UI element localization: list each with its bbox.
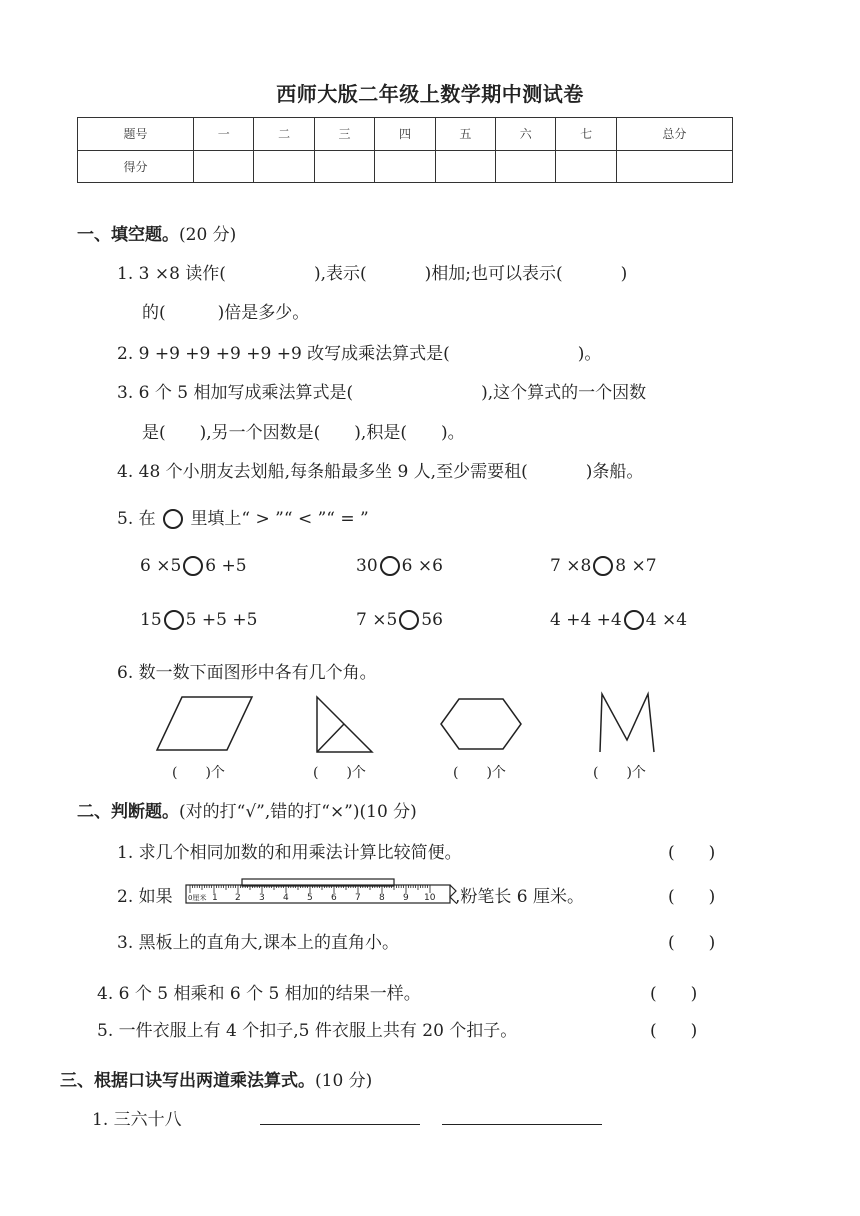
question-1-1-line1: 1. 3 ×8 读作( ),表示( )相加;也可以表示( )	[117, 264, 628, 284]
question-1-6: 6. 数一数下面图形中各有几个角。	[117, 663, 377, 683]
parallelogram-shape	[155, 694, 255, 754]
section3-question-1: 1. 三六十八	[92, 1110, 182, 1130]
score-header-cell: 三	[314, 118, 374, 151]
compare-item: 15 5 +5 +5	[140, 610, 258, 630]
judge-answer[interactable]: ( )	[668, 933, 716, 953]
ruler-label: 3	[259, 893, 265, 903]
judge-answer[interactable]: ( )	[650, 984, 698, 1004]
score-table	[77, 117, 733, 183]
shape-answer[interactable]: ( )个	[453, 765, 506, 781]
ruler-label: 2	[235, 893, 241, 903]
question-1-3-line1: 3. 6 个 5 相加写成乘法算式是( ),这个算式的一个因数	[117, 383, 647, 403]
compare-circle[interactable]	[380, 556, 400, 576]
score-input-cell[interactable]	[496, 150, 556, 183]
score-input-cell[interactable]	[194, 150, 254, 183]
score-header-cell: 一	[194, 118, 254, 151]
judge-question-2-b: ,粉笔长 6 厘米。	[455, 887, 585, 907]
hexagon-shape	[437, 695, 525, 753]
ruler-label: 8	[379, 893, 385, 903]
score-input-cell[interactable]	[314, 150, 374, 183]
score-table-header-row	[78, 118, 733, 151]
question-1-3-line2: 是( ),另一个因数是( ),积是( )。	[142, 423, 465, 443]
score-header-cell: 七	[556, 118, 616, 151]
section3-heading: 三、根据口诀写出两道乘法算式。(10 分)	[60, 1071, 373, 1091]
right-triangle-shape	[314, 694, 376, 756]
score-header-cell: 四	[375, 118, 435, 151]
ruler-label: 9	[403, 893, 409, 903]
compare-circle[interactable]	[183, 556, 203, 576]
question-1-5: 5. 在 里填上“ > ”“ < ”“ = ”	[117, 509, 369, 529]
shape-answer[interactable]: ( )个	[313, 765, 366, 781]
answer-line[interactable]	[442, 1106, 602, 1125]
score-header-cell: 总分	[616, 118, 732, 151]
shape-answer[interactable]: ( )个	[172, 765, 225, 781]
score-row-label: 得分	[78, 150, 194, 183]
ruler-label: 4	[283, 893, 289, 903]
compare-item: 6 ×5 6 +5	[140, 556, 247, 576]
compare-item: 4 +4 +4 4 ×4	[550, 610, 688, 630]
ruler-label: 10	[424, 893, 436, 903]
score-input-cell[interactable]	[435, 150, 495, 183]
compare-circle[interactable]	[164, 610, 184, 630]
score-input-cell[interactable]	[616, 150, 732, 183]
ruler-label: 6	[331, 893, 337, 903]
ruler-label: 7	[355, 893, 361, 903]
question-1-2: 2. 9 +9 +9 +9 +9 +9 改写成乘法算式是( )。	[117, 344, 602, 364]
question-1-1-line2: 的( )倍是多少。	[142, 303, 310, 323]
judge-answer[interactable]: ( )	[668, 843, 716, 863]
judge-question-2-a: 2. 如果	[117, 887, 173, 907]
score-header-cell: 题号	[78, 118, 194, 151]
judge-question-1: 1. 求几个相同加数的和用乘法计算比较简便。	[117, 843, 462, 863]
ruler-label: 5	[307, 893, 313, 903]
compare-circle[interactable]	[593, 556, 613, 576]
score-header-cell: 五	[435, 118, 495, 151]
compare-item: 7 ×8 8 ×7	[550, 556, 657, 576]
shape-answer[interactable]: ( )个	[593, 765, 646, 781]
compare-item: 7 ×5 56	[356, 610, 443, 630]
compare-circle[interactable]	[624, 610, 644, 630]
page-title: 西师大版二年级上数学期中测试卷	[276, 82, 584, 106]
score-input-cell[interactable]	[375, 150, 435, 183]
score-header-cell: 六	[496, 118, 556, 151]
ruler-label: 0厘米	[188, 894, 207, 902]
judge-question-4: 4. 6 个 5 相乘和 6 个 5 相加的结果一样。	[97, 984, 421, 1004]
section1-heading: 一、填空题。(20 分)	[77, 225, 237, 245]
judge-answer[interactable]: ( )	[668, 887, 716, 907]
score-table-score-row	[78, 150, 733, 183]
answer-line[interactable]	[260, 1106, 420, 1125]
circle-icon	[163, 509, 183, 529]
score-header-cell: 二	[254, 118, 314, 151]
ruler-label: 1	[212, 893, 218, 903]
ruler-image	[184, 877, 460, 907]
section2-heading: 二、判断题。(对的打“√”,错的打“×”)(10 分)	[77, 802, 417, 822]
judge-question-3: 3. 黑板上的直角大,课本上的直角小。	[117, 933, 400, 953]
m-shape	[594, 690, 658, 756]
question-1-4: 4. 48 个小朋友去划船,每条船最多坐 9 人,至少需要租( )条船。	[117, 462, 644, 482]
score-input-cell[interactable]	[556, 150, 616, 183]
judge-question-5: 5. 一件衣服上有 4 个扣子,5 件衣服上共有 20 个扣子。	[97, 1021, 518, 1041]
score-input-cell[interactable]	[254, 150, 314, 183]
compare-circle[interactable]	[399, 610, 419, 630]
judge-answer[interactable]: ( )	[650, 1021, 698, 1041]
compare-item: 30 6 ×6	[356, 556, 443, 576]
